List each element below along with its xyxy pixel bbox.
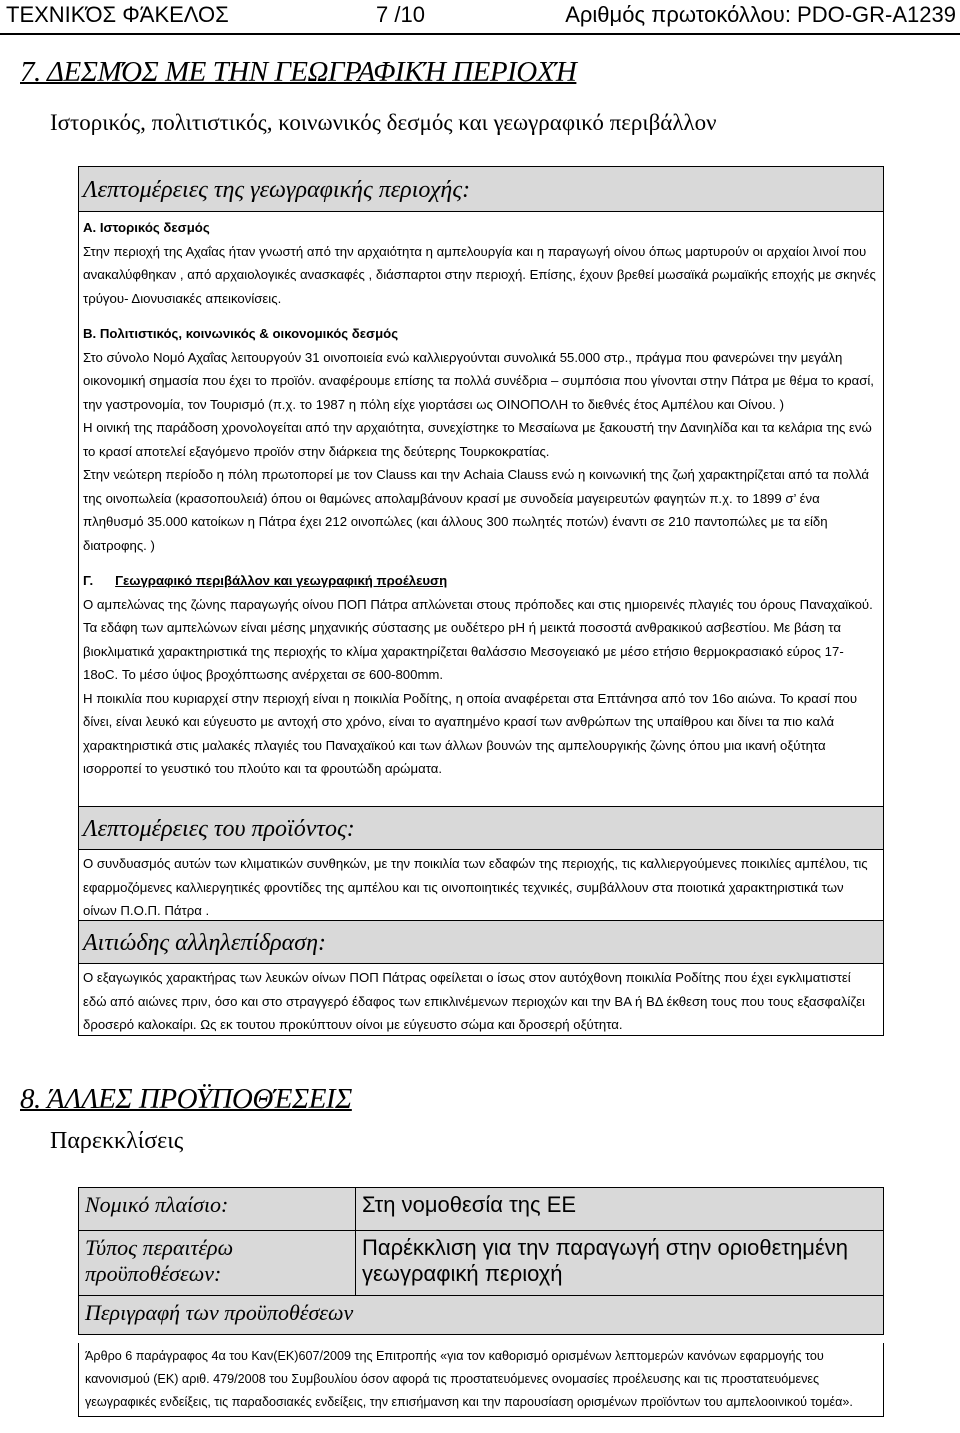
product-text: Ο συνδυασμός αυτών των κλιματικών συνθηκών, με την ποικιλία των εδαφών της περιοχής, τις καλλιεργούμενες ποικιλίες αμπέλου, τις εφαρμοζόμενες καλλιεργητικές φροντίδες της αμπέλου και τις οινοποιητικές τεχνικές, συμβάλλουν στα ποιοτικά χαρακτηριστικά των οίνων Π.Ο.Π. Πάτρα . — [83, 856, 868, 918]
section-7-title: 7. ΔΕΣΜΌΣ ΜΕ ΤΗΝ ΓΕΩΓΡΑΦΙΚΉ ΠΕΡΙΟΧΉ — [20, 56, 577, 88]
culture-text-2: Η οινική της παράδοση χρονολογείται από την αρχαιότητα, συνεχίστηκε το Μεσαίωνα με ξακουστή την Δανιηλίδα και τα κελάρια της ενώ το κρασί αποτελεί εξαγόμενο προϊόν στην διάρκεια της δεύτερης Τουρκοκρατίας. — [83, 420, 872, 459]
section-8-subtitle: Παρεκκλίσεις — [50, 1128, 184, 1154]
condition-type-label-cell — [79, 1231, 356, 1296]
header-page-number: 7 /10 — [376, 2, 425, 27]
geo-details-box — [78, 166, 884, 212]
product-details-label: Λεπτομέρειες του προϊόντος: — [83, 816, 355, 842]
product-details-content — [78, 850, 884, 922]
geo-text-2: Τα εδάφη των αμπελώνων είναι μέσης μηχανικής σύστασης με ουδέτερο pH ή μεικτά ποσοστά ανθρακικού ασβεστίου. Με βάση τα βιοκλιματικά χαρακτηριστικά της περιοχής το κλίμα χαρακτηρίζεται θαλάσσιο Μεσογειακό με μέσο ετήσιο θερμοκρασιακό εύρος 17-18oC. Το μέσο ύψος βροχόπτωσης ανέρχεται σε 600-800mm. — [83, 620, 844, 682]
condition-description-text: Άρθρο 6 παράγραφος 4α του Καν(ΕΚ)607/2009 της Επιτροπής «για τον καθορισμό ορισμένων λεπτομερών κανόνων εφαρμογής του κανονισμού (ΕΚ) αριθ. 479/2008 του Συμβουλίου όσον αφορά τις προστατευόμενες ονομασίες προέλευσης και τις προστατευόμενες γεωγραφικές ενδείξεις, τις παραδοσιακές ενδείξεις, την επισήμανση και την παρουσίαση ορισμένων προϊόντων του αμπελοοινικού τομέα». — [85, 1349, 853, 1409]
geo-details-content — [78, 212, 884, 822]
legal-framework-value: Στη νομοθεσία της ΕΕ — [362, 1192, 577, 1217]
geo-text-1: Ο αμπελώνας της ζώνης παραγωγής οίνου ΠΟΠ Πάτρα απλώνεται στους πρόποδες και στις ημιορεινές πλαγιές του όρους Παναχαϊκού. — [83, 596, 873, 612]
header-protocol-number: Αριθμός πρωτοκόλλου: PDO-GR-A1239 — [565, 2, 956, 27]
condition-description-content — [78, 1343, 884, 1417]
condition-type-value-cell — [356, 1231, 884, 1296]
causal-interaction-box — [78, 920, 884, 964]
condition-type-label: Τύπος περαιτέρω προϋποθέσεων: — [85, 1235, 234, 1286]
legal-framework-value-cell — [356, 1188, 884, 1231]
history-heading: A. Ιστορικός δεσμός — [83, 220, 210, 235]
geo-text-3: Η ποικιλία που κυριαρχεί στην περιοχή είναι η ποικιλία Ροδίτης, η οποία αναφέρεται στα Επτάνησα από τον 16ο αιώνα. Το κρασί που δίνει, είναι λευκό και εύγευστο με αντοχή στο χρόνο, είναι το αγαπημένο κρασί των ανθρώπων της υπαίθρου και δίνει τα πιο καλά χαρακτηριστικά στις μαλακές πλαγιές του Παναχαϊκού και των άλλων βουνών της αμπελουργικής ζώνης όπου μια ικανή οξύτητα ισορροπεί το γευστικό του πλούτο και τα φρουτώδη αρώματα. — [83, 690, 858, 776]
legal-framework-label: Νομικό πλαίσιο: — [85, 1192, 229, 1217]
geo-details-label: Λεπτομέρειες της γεωγραφικής περιοχής: — [83, 177, 471, 203]
section-7-subtitle: Ιστορικός, πολιτιστικός, κοινωνικός δεσμός και γεωγραφικό περιβάλλον — [50, 110, 717, 135]
condition-description-label-cell — [79, 1296, 884, 1335]
history-text: Στην περιοχή της Αχαΐας ήταν γνωστή από την αρχαιότητα η αμπελουργία και η παραγωγή οίνου όπως μαρτυρούν οι αρχαίοι λινοί που ανακαλύφθηκαν , από αρχαιολογικές ανασκαφές , διάσπαρτοι στην περιοχή. Επίσης, έχουν βρεθεί μωσαϊκά ρωμαϊκής εποχής με σκηνές τρύγου- Διονυσιακές απεικονίσεις. — [83, 243, 876, 306]
conditions-table — [78, 1187, 884, 1335]
culture-text-3: Στην νεώτερη περίοδο η πόλη πρωτοπορεί με τον Clauss και την Achaia Clauss ενώ η κοινωνική της ζωή χαρακτηρίζεται από τα πολλά της οινοπωλεία (κρασοπουλειά) όπου οι θαμώνες απολαμβάνουν κρασί με συνοδεία μαγειρευτών φαγητών π.χ. το 1899 σ’ ένα πληθυσμό 35.000 κατοίκων η Πάτρα έχει 212 οινοπώλες (και άλλους 300 πωλητές ποτών) έναντι σε 210 παντοπώλες με τα είδη διατροφης. ) — [83, 467, 869, 553]
section-8-title: 8. ΆΛΛΕΣ ΠΡΟΫΠΟΘΈΣΕΙΣ — [20, 1083, 352, 1115]
header-doc-type: ΤΕΧΝΙΚΌΣ ΦΆΚΕΛΟΣ — [6, 2, 229, 27]
causal-interaction-label: Αιτιώδης αλληλεπίδραση: — [83, 930, 326, 956]
condition-type-value: Παρέκκλιση για την παραγωγή στην οριοθετημένη γεωγραφική περιοχή — [362, 1235, 849, 1286]
causal-text: Ο εξαγωγικός χαρακτήρας των λευκών οίνων ΠΟΠ Πάτρας οφείλεται ο ίσως στον αυτόχθονη ποικιλία Ροδίτης που έχει εγκλιματιστεί εδώ από αιώνες πριν, όσο και στο στραγγερό έδαφος των επικλινέμενων περιοχών και την ΒΑ ή ΒΔ έκθεση τους που τους εξασφαλίζει δροσερό καλοκαίρι. Ως εκ τουτου προκύπτουν οίνοι με εύγευστο σώμα και δροσερή οξύτητα. — [83, 970, 865, 1032]
geo-heading: Γεωγραφικό περιβάλλον και γεωγραφική προέλευση — [115, 573, 448, 588]
legal-framework-label-cell — [79, 1188, 356, 1231]
culture-text-1: Στο σύνολο Νομό Αχαΐας λειτουργούν 31 οινοποιεία ενώ καλλιεργούνται συνολικά 55.000 στρ., πράγμα που φανερώνει την μεγάλη οικονομική σημασία που έχει το προϊόν. αναφέρουμε επίσης τα πολλά συνέδρια – συμπόσια που γίνονται στην Πάτρα με θέμα το κρασί, την γαστρονομία, τον Τουρισμό (π.χ. το 1987 η πόλη είχε γιορτάσει ως ΟΙΝΟΠΟΛΗ το διεθνές έτος Αμπέλου και Οίνου. ) — [83, 349, 874, 412]
product-details-box — [78, 806, 884, 850]
culture-heading: B. Πολιτιστικός, κοινωνικός & οικονομικός δεσμός — [83, 326, 399, 341]
condition-description-label: Περιγραφή των προϋποθέσεων — [85, 1300, 354, 1325]
causal-interaction-content — [78, 964, 884, 1036]
geo-heading-letter: Γ. — [83, 573, 94, 588]
page-header — [0, 0, 960, 35]
